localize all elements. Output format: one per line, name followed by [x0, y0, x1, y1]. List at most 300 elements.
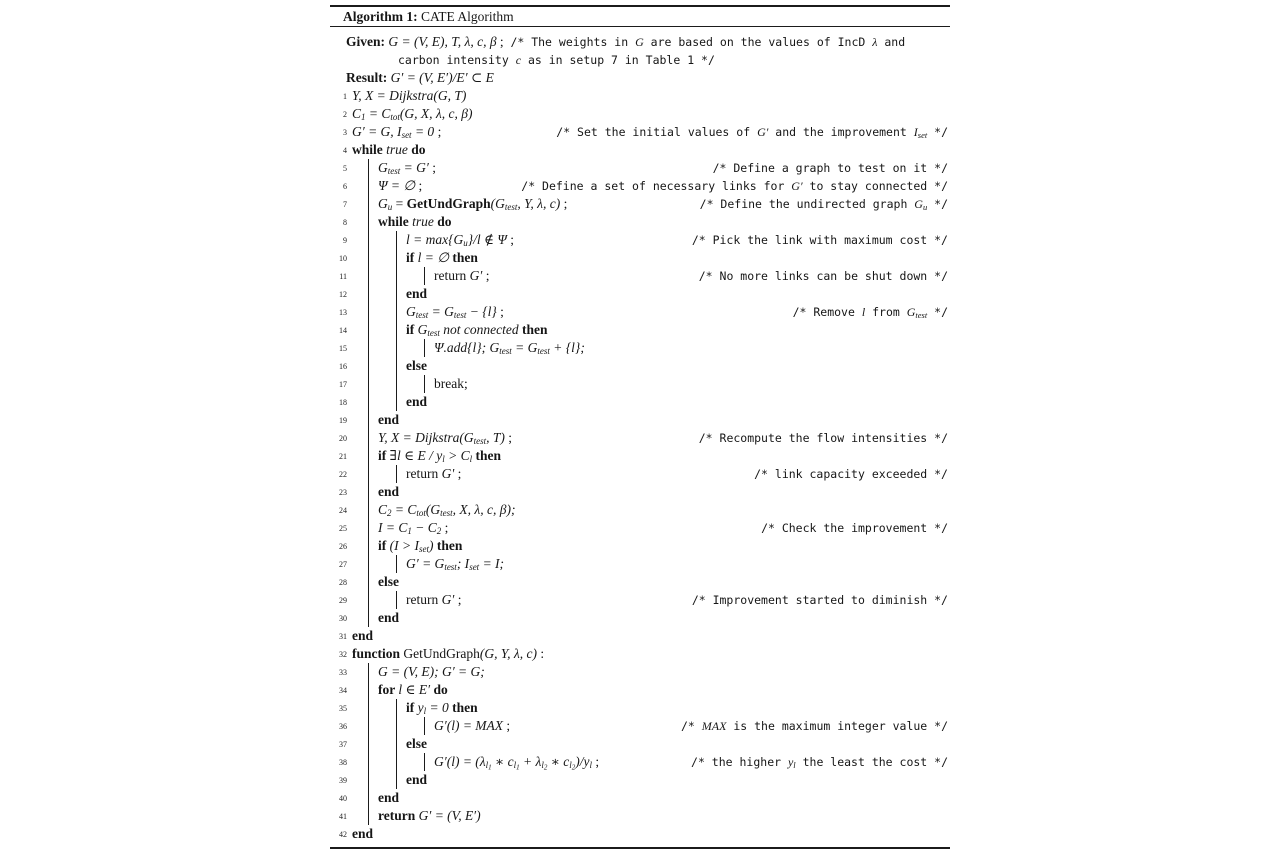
indent-rule: [368, 285, 396, 303]
text-segment: G′(l) = MAX: [434, 718, 504, 733]
text-segment: l: [541, 760, 544, 770]
indent-gap: [352, 429, 368, 447]
algorithm-title-label: Algorithm 1:: [343, 9, 418, 24]
algo-line-14: [330, 321, 950, 339]
algo-line-31: [330, 627, 950, 645]
line-number: 17: [339, 380, 347, 389]
indent-rule: [368, 303, 396, 321]
text-segment: = I;: [479, 556, 505, 571]
line-code: [378, 501, 515, 519]
algo-line-10: [330, 249, 950, 267]
text-segment: + λ: [519, 754, 542, 769]
text-segment: l: [485, 760, 489, 770]
text-segment: return: [378, 808, 419, 823]
line-number: 19: [339, 416, 347, 425]
text-segment: the least the cost */: [795, 755, 948, 769]
line-code: [352, 627, 373, 645]
indent-gap: [352, 213, 368, 231]
algo-line-18: [330, 393, 950, 411]
algo-line-17: [330, 375, 950, 393]
line-code: [352, 825, 373, 843]
indent-gap: [352, 753, 368, 771]
indent-gap: [352, 375, 368, 393]
text-segment: is the maximum integer value */: [726, 719, 948, 733]
algo-line-16: [330, 357, 950, 375]
text-segment: G′: [469, 268, 483, 283]
text-segment: 2: [571, 763, 576, 772]
text-segment: (G, Y, λ, c): [479, 646, 537, 661]
text-segment: /* Define the undirected graph: [699, 197, 915, 211]
line-code: [352, 141, 426, 159]
indent-rule: [368, 717, 396, 735]
line-number: 3: [343, 128, 347, 137]
text-segment: Given:: [346, 34, 389, 49]
text-segment: ;: [496, 34, 511, 49]
algo-header-row: [330, 33, 950, 51]
text-segment: /* the higher: [691, 755, 788, 769]
line-code: [434, 339, 585, 357]
indent-gap: [352, 267, 368, 285]
text-segment: then: [449, 250, 478, 265]
line-number: 6: [343, 182, 347, 191]
indent-gap: [352, 717, 368, 735]
text-segment: − C: [411, 520, 437, 535]
text-segment: set: [917, 130, 928, 140]
line-number: 21: [339, 452, 347, 461]
line-number: 23: [339, 488, 347, 497]
indent-rule: [368, 447, 378, 465]
indent-rule: [396, 375, 424, 393]
text-segment: = 0: [426, 700, 449, 715]
line-comment: [699, 429, 950, 447]
indent-rule: [368, 195, 378, 213]
line-number: 36: [339, 722, 347, 731]
indent-rule: [368, 159, 378, 177]
text-segment: y: [787, 755, 794, 769]
text-segment: test: [440, 508, 453, 518]
text-segment: true: [386, 142, 408, 157]
indent-rule: [424, 339, 434, 357]
text-segment: then: [448, 700, 478, 715]
indent-rule: [368, 573, 378, 591]
indent-rule: [368, 249, 396, 267]
algo-line-36: [330, 717, 950, 735]
text-segment: if: [378, 538, 390, 553]
text-segment: − {l}: [466, 304, 497, 319]
line-number: 34: [339, 686, 347, 695]
text-segment: = C: [365, 106, 391, 121]
algo-line-40: [330, 789, 950, 807]
text-segment: ;: [560, 196, 568, 211]
text-segment: G: [378, 196, 388, 211]
text-segment: (G: [490, 196, 505, 211]
text-segment: /* No more links can be shut down */: [698, 269, 948, 283]
line-comment: [713, 159, 950, 177]
algo-line-25: [330, 519, 950, 537]
line-code: [378, 537, 462, 555]
text-segment: end: [406, 772, 428, 787]
line-code: [406, 393, 427, 411]
text-segment: Result:: [346, 70, 391, 85]
text-segment: Y, X = Dijkstra(G, T): [352, 88, 467, 103]
text-segment: test: [427, 328, 440, 338]
text-segment: G = (V, E); G′ = G;: [378, 664, 485, 679]
text-segment: */: [927, 305, 948, 319]
algo-line-21: [330, 447, 950, 465]
algo-line-4: [330, 141, 950, 159]
text-segment: l: [793, 760, 796, 770]
text-segment: , Y, λ, c): [517, 196, 561, 211]
line-comment: [692, 231, 950, 249]
algo-line-26: [330, 537, 950, 555]
indent-rule: [424, 717, 434, 735]
algorithm-box: [330, 5, 950, 849]
indent-rule: [396, 249, 406, 267]
text-segment: and: [877, 35, 906, 49]
line-number: 10: [339, 254, 347, 263]
text-segment: then: [518, 322, 548, 337]
indent-rule: [368, 789, 378, 807]
text-segment: + {l};: [549, 340, 585, 355]
text-segment: ;: [504, 430, 513, 445]
indent-gap: [352, 807, 368, 825]
indent-gap: [352, 555, 368, 573]
text-segment: (G: [425, 502, 441, 517]
line-code: [378, 789, 399, 807]
algo-line-42: [330, 825, 950, 843]
text-segment: /* Recompute the flow intensities */: [698, 431, 948, 445]
indent-rule: [396, 771, 406, 789]
line-code: [406, 735, 427, 753]
line-number: 37: [339, 740, 347, 749]
line-code: [406, 771, 427, 789]
text-segment: , T): [486, 430, 505, 445]
text-segment: /* Improvement started to diminish */: [691, 593, 948, 607]
indent-gap: [352, 447, 368, 465]
line-number: 5: [343, 164, 347, 173]
text-segment: as in setup 7 in Table 1 */: [521, 53, 715, 67]
text-segment: test: [499, 346, 512, 356]
algo-line-15: [330, 339, 950, 357]
text-segment: function: [352, 646, 404, 661]
line-code: [434, 753, 599, 771]
text-segment: G: [406, 304, 416, 319]
text-segment: G′ = (V, E′): [418, 808, 481, 823]
line-number: 39: [339, 776, 347, 785]
line-code: [378, 807, 481, 825]
algo-line-29: [330, 591, 950, 609]
text-segment: λ: [872, 35, 878, 49]
line-number: 4: [343, 146, 347, 155]
text-segment: G: [906, 305, 916, 319]
text-segment: G′: [757, 125, 769, 139]
line-code: [378, 447, 501, 465]
indent-gap: [352, 681, 368, 699]
text-segment: C: [378, 502, 388, 517]
text-segment: 1: [407, 526, 412, 536]
indent-gap: [352, 195, 368, 213]
indent-gap: [352, 285, 368, 303]
line-number: 18: [339, 398, 347, 407]
line-comment: [793, 303, 950, 321]
text-segment: true: [412, 214, 434, 229]
text-segment: test: [915, 310, 928, 320]
line-code: [406, 465, 461, 483]
text-segment: return: [406, 592, 442, 607]
text-segment: l = ∅: [417, 250, 449, 265]
algo-line-32: [330, 645, 950, 663]
text-segment: l: [513, 760, 517, 770]
indent-rule: [368, 663, 378, 681]
text-segment: tot: [390, 112, 400, 122]
line-code: [378, 519, 448, 537]
line-comment: [692, 591, 950, 609]
line-number: 31: [339, 632, 347, 641]
line-code: [406, 249, 478, 267]
text-segment: 2: [436, 526, 442, 536]
text-segment: /* Check the improvement */: [761, 521, 948, 535]
algo-line-38: [330, 753, 950, 771]
indent-rule: [396, 753, 424, 771]
text-segment: ): [428, 538, 434, 553]
indent-rule: [424, 267, 434, 285]
indent-rule: [368, 483, 378, 501]
line-code: [434, 375, 468, 393]
line-code: [378, 609, 399, 627]
indent-rule: [368, 339, 396, 357]
text-segment: GetUndGraph: [406, 196, 491, 211]
text-segment: G: [635, 35, 644, 49]
line-number: 2: [343, 110, 347, 119]
indent-gap: [352, 663, 368, 681]
algo-line-37: [330, 735, 950, 753]
line-number: 7: [343, 200, 347, 209]
algo-header-row: [330, 69, 950, 87]
line-code: [378, 195, 567, 213]
indent-gap: [352, 501, 368, 519]
text-segment: end: [406, 394, 428, 409]
line-comment: [699, 267, 950, 285]
text-segment: ;: [428, 160, 436, 175]
text-segment: Y, X = Dijkstra(G: [378, 430, 474, 445]
indent-rule: [396, 357, 406, 375]
text-segment: = 0: [411, 124, 435, 139]
line-code: [406, 357, 427, 375]
text-segment: 1: [516, 763, 520, 772]
algo-line-11: [330, 267, 950, 285]
text-segment: if: [378, 448, 390, 463]
text-segment: set: [401, 130, 412, 140]
algorithm-title: [330, 7, 950, 27]
indent-gap: [352, 177, 368, 195]
line-code: [352, 123, 441, 141]
text-segment: else: [406, 358, 427, 373]
text-segment: do: [430, 682, 448, 697]
line-number: 16: [339, 362, 347, 371]
algo-line-27: [330, 555, 950, 573]
line-code: [378, 411, 399, 429]
text-segment: (G, X, λ, c, β): [399, 106, 473, 121]
indent-rule: [396, 465, 406, 483]
text-segment: ;: [506, 232, 515, 247]
line-number: 9: [343, 236, 347, 245]
algo-line-39: [330, 771, 950, 789]
text-segment: 2: [543, 763, 548, 772]
indent-gap: [352, 249, 368, 267]
text-segment: ;: [482, 268, 490, 283]
line-code: [352, 645, 544, 663]
algo-line-19: [330, 411, 950, 429]
text-segment: G = (V, E), T, λ, c, β: [388, 34, 497, 49]
text-segment: test: [415, 310, 429, 320]
text-segment: c: [515, 53, 522, 67]
indent-rule: [368, 681, 378, 699]
line-number: 14: [339, 326, 347, 335]
text-segment: =: [392, 196, 407, 211]
text-segment: carbon intensity: [398, 53, 516, 67]
indent-rule: [368, 321, 396, 339]
indent-rule: [368, 753, 396, 771]
text-segment: (I > I: [389, 538, 419, 553]
indent-rule: [396, 555, 406, 573]
line-number: 29: [339, 596, 347, 605]
text-segment: Ψ.add{l}; G: [434, 340, 500, 355]
line-code: [406, 699, 478, 717]
indent-gap: [352, 609, 368, 627]
text-segment: u: [387, 202, 393, 212]
text-segment: not connected: [439, 322, 519, 337]
line-number: 8: [343, 218, 347, 227]
line-comment: [691, 753, 950, 771]
text-segment: G′: [441, 592, 455, 607]
indent-gap: [352, 357, 368, 375]
indent-rule: [368, 375, 396, 393]
text-segment: G′: [791, 179, 803, 193]
text-segment: then: [472, 448, 501, 463]
algo-body: [330, 27, 950, 847]
text-segment: l ∈ E′: [398, 682, 431, 697]
indent-gap: [352, 699, 368, 717]
indent-gap: [352, 465, 368, 483]
line-code: [378, 483, 399, 501]
text-segment: are based on the values of IncD: [643, 35, 873, 49]
line-code: [406, 231, 514, 249]
text-segment: */: [927, 197, 948, 211]
text-segment: l: [423, 706, 427, 716]
algo-line-5: [330, 159, 950, 177]
text-segment: Ψ = ∅: [378, 178, 416, 193]
text-segment: /*: [681, 719, 702, 733]
text-segment: /* link capacity exceeded */: [754, 467, 948, 481]
text-segment: ;: [454, 466, 462, 481]
text-segment: = G: [428, 304, 454, 319]
text-segment: G′ = G: [406, 556, 445, 571]
text-segment: end: [352, 628, 374, 643]
indent-gap: [352, 519, 368, 537]
line-number: 42: [339, 830, 347, 839]
line-number: 20: [339, 434, 347, 443]
indent-rule: [396, 717, 424, 735]
text-segment: /* Remove: [792, 305, 862, 319]
line-code: [434, 267, 489, 285]
indent-rule: [368, 213, 378, 231]
indent-rule: [368, 393, 396, 411]
text-segment: if: [406, 250, 418, 265]
line-comment: [556, 123, 950, 141]
text-segment: I = C: [378, 520, 408, 535]
text-segment: ∗ c: [491, 754, 514, 769]
line-number: 30: [339, 614, 347, 623]
line-code: [434, 717, 510, 735]
line-number: 28: [339, 578, 347, 587]
text-segment: = C: [391, 502, 417, 517]
text-segment: 1: [361, 112, 366, 122]
text-segment: while: [352, 142, 387, 157]
text-segment: = G′: [400, 160, 429, 175]
text-segment: do: [433, 214, 452, 229]
line-number: 35: [339, 704, 347, 713]
text-segment: break;: [434, 376, 468, 391]
text-segment: u: [922, 202, 928, 212]
algo-line-20: [330, 429, 950, 447]
text-segment: ;: [441, 520, 449, 535]
indent-gap: [352, 411, 368, 429]
indent-rule: [368, 699, 396, 717]
line-code: [378, 429, 512, 447]
indent-rule: [368, 807, 378, 825]
text-segment: to stay connected */: [802, 179, 948, 193]
text-segment: ;: [496, 304, 504, 319]
indent-rule: [424, 753, 434, 771]
text-segment: return: [434, 268, 470, 283]
text-segment: :: [536, 646, 545, 661]
text-segment: G′ = (V, E′)/E′ ⊂ E: [390, 70, 494, 85]
line-code: [378, 159, 436, 177]
line-number: 41: [339, 812, 347, 821]
algo-line-24: [330, 501, 950, 519]
text-segment: G: [417, 322, 428, 337]
indent-gap: [352, 573, 368, 591]
indent-gap: [352, 591, 368, 609]
indent-rule: [368, 267, 396, 285]
line-code: [406, 303, 504, 321]
text-segment: }/l ∉ Ψ: [467, 232, 507, 247]
indent-rule: [396, 321, 406, 339]
algo-line-28: [330, 573, 950, 591]
line-comment: [761, 519, 950, 537]
text-segment: /* Define a set of necessary links for: [521, 179, 792, 193]
line-code: [378, 681, 448, 699]
line-code: [406, 555, 504, 573]
text-segment: I: [913, 125, 918, 139]
text-segment: ;: [592, 754, 600, 769]
line-number: 12: [339, 290, 347, 299]
indent-rule: [368, 771, 396, 789]
text-segment: test: [537, 346, 550, 356]
indent-rule: [424, 375, 434, 393]
text-segment: */: [927, 125, 948, 139]
indent-rule: [368, 519, 378, 537]
algo-line-23: [330, 483, 950, 501]
text-segment: and the improvement: [768, 125, 914, 139]
line-code: [378, 663, 485, 681]
indent-gap: [352, 789, 368, 807]
indent-rule: [396, 393, 406, 411]
indent-rule: [396, 285, 406, 303]
text-segment: end: [352, 826, 374, 841]
indent-rule: [368, 429, 378, 447]
text-segment: = G: [511, 340, 538, 355]
